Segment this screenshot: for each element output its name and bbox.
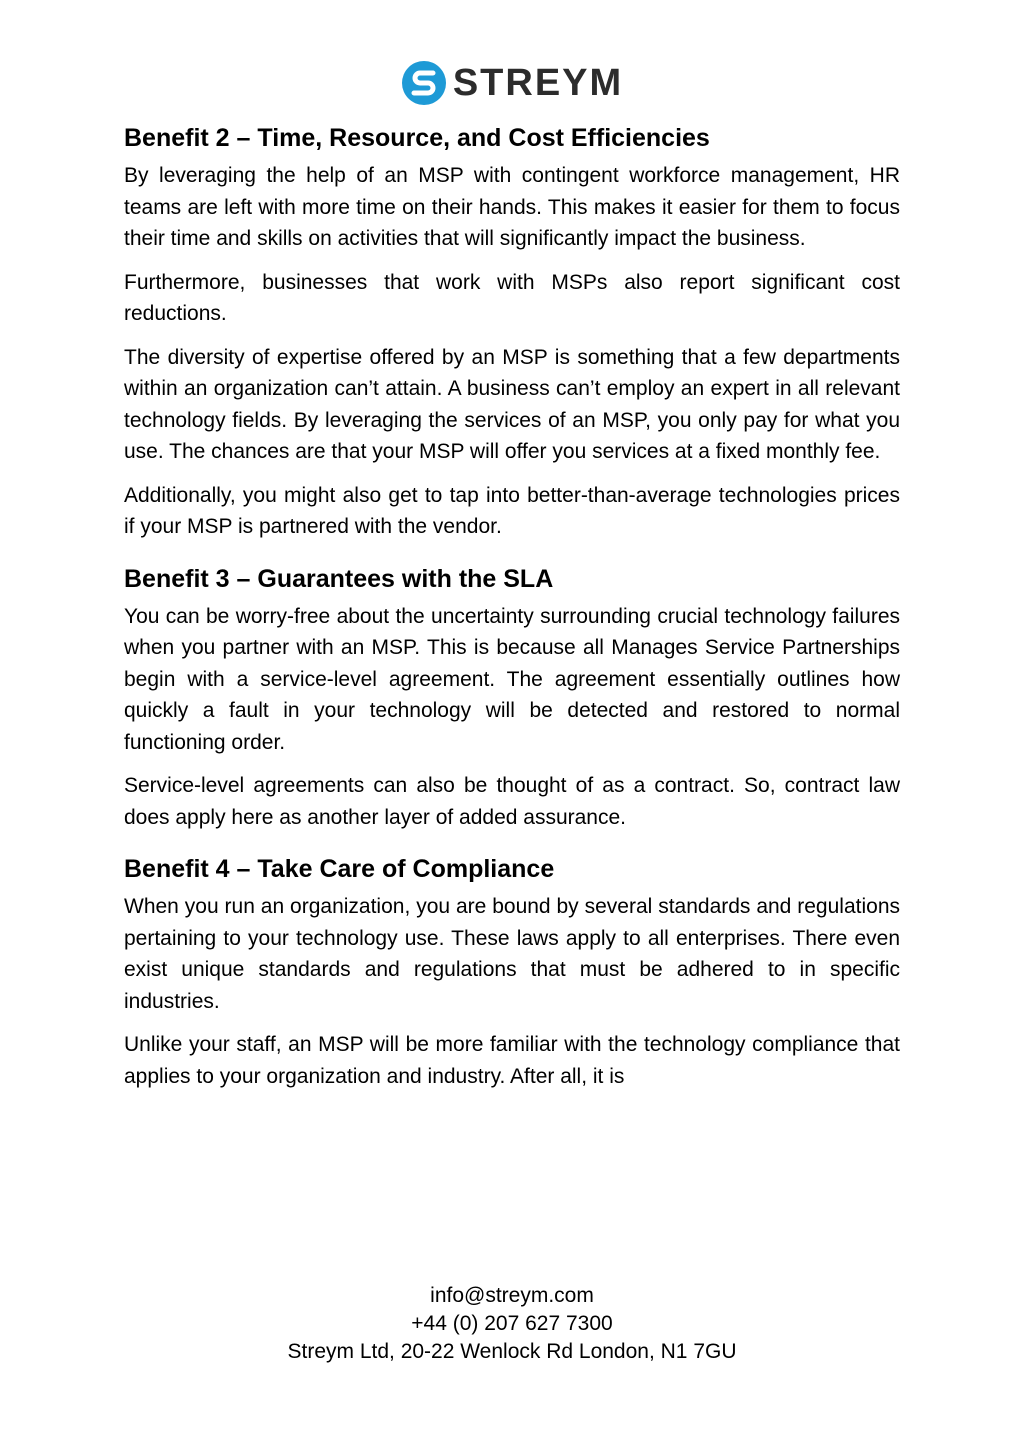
paragraph: Service-level agreements can also be thought of as a contract. So, contract law does apply here as another layer of added assurance. [124, 774, 900, 829]
footer-phone: +44 (0) 207 627 7300 [411, 1312, 613, 1335]
paragraph: By leveraging the help of an MSP with contingent workforce management, HR teams are left with more time on their hands. This makes it easier for them to focus their time and skills on activities that will significantly impact the business. [124, 164, 900, 250]
streym-logo-icon [401, 60, 447, 106]
streym-logo [401, 60, 623, 106]
section-heading-benefit-2: Benefit 2 – Time, Resource, and Cost Efficiencies [124, 124, 710, 152]
page-header [0, 58, 1024, 108]
page-footer [0, 1282, 1024, 1366]
footer-email: info@streym.com [430, 1284, 594, 1307]
section-heading-benefit-3: Benefit 3 – Guarantees with the SLA [124, 564, 554, 593]
section-heading-benefit-4: Benefit 4 – Take Care of Compliance [124, 855, 555, 883]
document-body [124, 120, 900, 1104]
paragraph: The diversity of expertise offered by an MSP is something that a few departments within an organization can’t attain. A business can’t employ an expert in all relevant technology fields. By leveraging the services of an MSP, you only pay for what you use. The chances are that your MSP will offer you services at a fixed monthly fee. [124, 345, 900, 463]
paragraph: Additionally, you might also get to tap into better-than-average technologies prices if your MSP is partnered with the vendor. [124, 483, 900, 538]
paragraph: You can be worry-free about the uncertainty surrounding crucial technology failures when you partner with an MSP. This is because all Manages Service Partnerships begin with a service-level agreement. The agreement essentially outlines how quickly a fault in your technology will be detected and restored to normal functioning order. [124, 604, 900, 754]
logo-text: STREYM [452, 62, 624, 104]
footer-address: Streym Ltd, 20-22 Wenlock Rd London, N1 7GU [287, 1340, 737, 1363]
paragraph: Unlike your staff, an MSP will be more familiar with the technology compliance that applies to your organization and industry. After all, it is [124, 1033, 900, 1088]
paragraph: Furthermore, businesses that work with MSPs also report significant cost reductions. [124, 270, 900, 325]
paragraph: When you run an organization, you are bound by several standards and regulations pertaining to your technology use. These laws apply to all enterprises. There even exist unique standards and regulations that must be adhered to in specific industries. [124, 895, 900, 1013]
